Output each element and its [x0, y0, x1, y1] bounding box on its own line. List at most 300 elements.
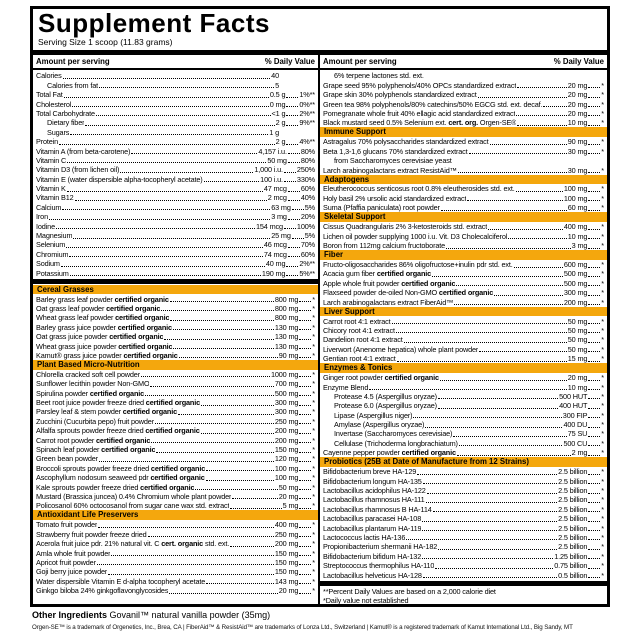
dot-leader [588, 521, 600, 522]
ingredient-name: Protease 4.5 (Aspergillus oryzae) [334, 391, 437, 401]
ingredient-amount: 5 [275, 80, 279, 90]
ingredient-row [36, 240, 315, 249]
dot-leader [299, 405, 311, 406]
ingredient-row [36, 259, 315, 268]
ingredient-name: Lactobacillus paracasei HA-108 [323, 514, 422, 524]
ingredient-row [323, 146, 604, 155]
ingredient-row [36, 567, 315, 576]
ingredient-daily-value: * [601, 288, 604, 298]
ingredient-daily-value: * [312, 341, 315, 351]
right-column-rows [320, 70, 607, 604]
ingredient-daily-value: * [601, 401, 604, 411]
daily-value-label: % Daily Value [264, 57, 315, 66]
ingredient-row [36, 193, 315, 202]
dot-leader [488, 229, 563, 230]
ingredient-name: Vitamin D3 (from lichen oil) [36, 165, 120, 175]
dot-leader [59, 144, 275, 145]
ingredient-name: Carrot root 4:1 extract [323, 316, 391, 326]
ingredient-daily-value: 100% [296, 221, 315, 231]
ingredient-name: Iodine [36, 221, 55, 231]
dot-leader [206, 583, 274, 584]
ingredient-daily-value: * [601, 354, 604, 364]
dot-leader [148, 536, 274, 537]
dot-leader [299, 442, 311, 443]
dot-leader [397, 361, 567, 362]
ingredient-amount: 100 mg [274, 463, 299, 473]
ingredient-amount: 2.5 billion [558, 514, 588, 524]
ingredient-name: Kamut® grass juice powder certified organic [36, 350, 178, 360]
ingredient-row [36, 370, 315, 379]
ingredient-amount: 800 mg [274, 294, 299, 304]
dot-leader [588, 153, 600, 154]
dot-leader [56, 228, 255, 229]
ingredient-row [323, 156, 604, 165]
ingredient-name: Streptococcus thermophilus HA-110 [323, 561, 435, 571]
ingredient-daily-value: * [312, 529, 315, 539]
dot-leader [70, 134, 268, 135]
ingredient-amount: 10 mg [567, 382, 588, 392]
ingredient-name: Liverwort (Anenome hepatica) whole plant powder [323, 344, 479, 354]
ingredient-row [36, 332, 315, 341]
dot-leader [588, 577, 600, 578]
divider-bar [33, 279, 318, 284]
ingredient-name: Bifidobacterium longum HA-135 [323, 476, 422, 486]
dot-leader [288, 256, 300, 257]
dot-leader [131, 153, 257, 154]
dot-leader [72, 106, 268, 107]
ingredient-name: Zucchini (Cucurbita pepo) fruit powder [36, 416, 154, 426]
dot-leader [588, 445, 600, 446]
dot-leader [508, 238, 567, 239]
ingredient-row [323, 297, 604, 306]
ingredient-daily-value: * [312, 576, 315, 586]
ingredient-name: Wheat grass leaf powder certified organic [36, 313, 170, 323]
ingredient-amount: 2.5 billion [558, 532, 588, 542]
dot-leader [588, 427, 600, 428]
ingredient-amount: 2.5 billion [558, 495, 588, 505]
ingredient-row [36, 416, 315, 425]
ingredient-amount: 200 mg [274, 435, 299, 445]
ingredient-name: Ginkgo biloba 24% ginkgoflavonglycosides [36, 586, 169, 596]
dot-leader [145, 395, 274, 396]
ingredient-row [323, 222, 604, 231]
ingredient-amount: 50 mg [567, 335, 588, 345]
ingredient-amount: 10 mg [567, 118, 588, 128]
ingredient-row [36, 379, 315, 388]
ingredient-amount: 75 SU [567, 429, 588, 439]
dot-leader [516, 191, 563, 192]
dot-leader [66, 247, 263, 248]
dot-leader [588, 276, 600, 277]
ingredient-daily-value: * [601, 429, 604, 439]
dot-leader [288, 162, 300, 163]
ingredient-amount: 143 mg [274, 576, 299, 586]
amount-per-serving-label: Amount per serving [36, 57, 110, 66]
ingredient-row [323, 269, 604, 278]
ingredient-row [36, 398, 315, 407]
ingredient-amount: 200 mg [274, 539, 299, 549]
dot-leader [588, 191, 600, 192]
dot-leader [438, 549, 557, 550]
ingredient-amount: 500 HUT [559, 391, 588, 401]
footnote: *Daily value not established [323, 595, 409, 604]
dot-leader [61, 266, 265, 267]
ingredient-row [323, 109, 604, 118]
ingredient-row [36, 539, 315, 548]
dot-leader [423, 577, 557, 578]
section-header: Fiber [320, 250, 607, 260]
ingredient-row [323, 467, 604, 476]
ingredient-row [36, 435, 315, 444]
ingredient-amount: 1000 mg [270, 369, 299, 379]
ingredient-amount: 150 mg [274, 557, 299, 567]
ingredient-amount: 20 mg [567, 373, 588, 383]
ingredient-amount: 400 DU [563, 420, 588, 430]
ingredient-row [323, 278, 604, 287]
ingredient-name: Strawberry fruit powder freeze dried [36, 529, 147, 539]
dot-leader [427, 493, 557, 494]
ingredient-name: Protease 6.0 (Aspergillus oryzae) [334, 401, 437, 411]
ingredient-amount: 0.75 billion [554, 561, 588, 571]
dot-leader [288, 200, 300, 201]
ingredient-daily-value: * [312, 369, 315, 379]
ingredient-daily-value: * [601, 542, 604, 552]
ingredient-name: Policosanol 60% octocosanol from sugar cane wax std. extract [36, 501, 230, 511]
ingredient-row [36, 445, 315, 454]
ingredient-amount: 0.5 g [269, 90, 286, 100]
right-column [320, 55, 607, 604]
ingredient-amount: 130 mg [274, 332, 299, 342]
dot-leader [588, 436, 600, 437]
dot-leader [195, 489, 277, 490]
ingredient-amount: 200 mg [563, 297, 588, 307]
dot-leader [299, 555, 311, 556]
dot-leader [299, 433, 311, 434]
ingredient-row [323, 288, 604, 297]
ingredient-name: Lactobacillus helveticus HA-128 [323, 570, 422, 580]
ingredient-row [36, 454, 315, 463]
ingredient-amount: 46 mcg [263, 240, 287, 250]
ingredient-row [323, 570, 604, 579]
dot-leader [201, 433, 274, 434]
ingredient-name: Sodium [36, 259, 60, 269]
ingredient-name: Wheat grass juice powder certified organic [36, 341, 173, 351]
dot-leader [286, 115, 298, 116]
dot-leader [299, 452, 311, 453]
ingredient-amount: 0 mg [269, 99, 286, 109]
ingredient-name: Amla whole fruit powder [36, 548, 111, 558]
ingredient-daily-value: * [601, 570, 604, 580]
dot-leader [288, 153, 300, 154]
section-header: Antioxidant Life Preservers [33, 510, 318, 520]
ingredient-row [323, 203, 604, 212]
ingredient-row [36, 313, 315, 322]
ingredient-amount: 74 mcg [263, 249, 287, 259]
ingredient-row [36, 576, 315, 585]
dot-leader [588, 248, 600, 249]
dot-leader [433, 511, 557, 512]
ingredient-amount: 20 mg [278, 586, 299, 596]
ingredient-row [36, 249, 315, 258]
dot-leader [108, 574, 274, 575]
ingredient-name: Lactobacillus rhamnosus HA-111 [323, 495, 425, 505]
ingredient-amount: 3 mg [271, 212, 287, 222]
ingredient-row [323, 438, 604, 447]
dot-leader [588, 304, 600, 305]
ingredient-name: Apricot fruit powder [36, 557, 96, 567]
ingredient-name: Calories from fat [47, 80, 98, 90]
dot-leader [588, 115, 600, 116]
dot-leader [423, 483, 557, 484]
ingredient-name: Chicory root 4:1 extract [323, 325, 395, 335]
dot-leader [170, 320, 273, 321]
dot-leader [369, 389, 567, 390]
ingredient-amount: 300 mg [274, 398, 299, 408]
dot-leader [99, 461, 274, 462]
ingredient-amount: 250 mg [274, 416, 299, 426]
dot-leader [299, 574, 311, 575]
ingredient-daily-value: * [312, 303, 315, 313]
dot-leader [111, 555, 273, 556]
ingredient-amount: 800 mg [274, 303, 299, 313]
ingredient-daily-value: * [601, 146, 604, 156]
ingredient-daily-value: 5% [304, 202, 315, 212]
dot-leader [588, 267, 600, 268]
ingredient-row [323, 344, 604, 353]
ingredient-daily-value: * [601, 373, 604, 383]
dot-leader [173, 348, 273, 349]
ingredient-name: Protein [36, 137, 59, 147]
dot-leader [69, 256, 262, 257]
dot-leader [588, 97, 600, 98]
ingredient-name: Iron [36, 212, 48, 222]
dot-leader [588, 351, 600, 352]
left-column-rows [33, 70, 318, 604]
ingredient-row [36, 146, 315, 155]
ingredient-daily-value: 80% [300, 146, 315, 156]
ingredient-amount: 130 mg [274, 322, 299, 332]
ingredient-name: Gentian root 4:1 extract [323, 354, 396, 364]
dot-leader [292, 209, 304, 210]
panel-title-area [33, 9, 607, 50]
dot-leader [425, 427, 562, 428]
dot-leader [588, 285, 600, 286]
ingredient-row [323, 523, 604, 532]
ingredient-row [323, 137, 604, 146]
section-header: Skeletal Support [320, 212, 607, 222]
ingredient-daily-value: * [601, 486, 604, 495]
supplement-facts-panel [30, 6, 610, 607]
dot-leader [206, 480, 274, 481]
ingredient-row [36, 156, 315, 165]
dot-leader [97, 564, 274, 565]
dot-leader [230, 546, 274, 547]
ingredient-amount: 1 g [269, 127, 279, 137]
ingredient-amount: 30 mg [567, 165, 588, 175]
ingredient-amount: 2 g [275, 137, 286, 147]
other-ingredients-text: Govanil™ natural vanilla powder (35mg) [109, 610, 271, 620]
ingredient-amount: 250 mg [274, 529, 299, 539]
dot-leader [479, 351, 567, 352]
ingredient-name: from Saccharomyces cerevisiae yeast [334, 156, 452, 166]
ingredient-row [36, 548, 315, 557]
trademark-line: Orgen-SE™ is a trademark of Orgenetics, Inc., Brea, CA | FiberAid™ & ResistAid™ are trademarks of Lonza Ltd., Switzerland | Kamut® is a registered trademark of Kamut International Ltd., Big Sandy, MT [32, 624, 573, 631]
dot-leader [422, 530, 557, 531]
dot-leader [588, 558, 600, 559]
dot-leader [206, 470, 274, 471]
ingredient-daily-value: * [312, 322, 315, 332]
ingredient-row [36, 529, 315, 538]
section-header: Enzymes & Tonics [320, 363, 607, 373]
ingredient-daily-value: 60% [300, 249, 315, 259]
dot-leader [588, 389, 600, 390]
ingredient-name: Spirulina powder certified organic [36, 388, 145, 398]
dot-leader [588, 530, 600, 531]
ingredient-amount: 2.5 billion [558, 467, 588, 477]
ingredient-name: Larch arabinogalactans extract FiberAid™ [323, 297, 454, 307]
ingredient-daily-value: * [312, 482, 315, 492]
dot-leader [588, 474, 600, 475]
ingredient-daily-value: 20% [300, 212, 315, 222]
ingredient-daily-value: * [601, 325, 604, 335]
ingredient-daily-value: * [601, 90, 604, 100]
ingredient-amount: 4,157 i.u. [258, 146, 287, 156]
dot-leader [456, 285, 562, 286]
ingredient-name: Oat grass juice powder certified organic [36, 332, 164, 342]
ingredient-daily-value: * [601, 438, 604, 448]
dot-leader [67, 191, 263, 192]
ingredient-daily-value: * [312, 426, 315, 436]
dot-leader [588, 502, 600, 503]
ingredient-row [36, 304, 315, 313]
ingredient-row [36, 520, 315, 529]
ingredient-amount: 3 mg [571, 241, 588, 251]
dot-leader [514, 267, 563, 268]
ingredient-amount: 50 mg [567, 316, 588, 326]
ingredient-row [36, 118, 315, 127]
dot-leader [286, 125, 298, 126]
section-header: Plant Based Micro-Nutrition [33, 360, 318, 370]
ingredient-name: Spinach leaf powder certified organic [36, 445, 156, 455]
dot-leader [588, 483, 600, 484]
ingredient-daily-value: * [312, 539, 315, 549]
ingredient-amount: 0.5 billion [558, 570, 588, 580]
ingredient-row [36, 294, 315, 303]
ingredient-name: Vitamin C [36, 155, 67, 165]
ingredient-name: Goji berry juice powder [36, 567, 108, 577]
dot-leader [299, 320, 311, 321]
ingredient-row [36, 426, 315, 435]
dot-leader [299, 470, 311, 471]
dot-leader [588, 229, 600, 230]
ingredient-amount: 50 mg [567, 344, 588, 354]
dot-leader [588, 144, 600, 145]
ingredient-daily-value: * [601, 532, 604, 542]
ingredient-row [323, 184, 604, 193]
ingredient-daily-value: * [601, 335, 604, 345]
ingredient-daily-value: 250% [296, 165, 315, 175]
section-header: Cereal Grasses [33, 285, 318, 295]
amount-per-serving-label: Amount per serving [323, 57, 397, 66]
ingredient-row [323, 410, 604, 419]
ingredient-name: Chlorella cracked soft cell powder [36, 369, 140, 379]
ingredient-daily-value: * [312, 548, 315, 558]
ingredient-amount: 600 mg [563, 260, 588, 270]
dot-leader [413, 417, 561, 418]
ingredient-row [323, 165, 604, 174]
dot-leader [396, 332, 567, 333]
dot-leader [85, 125, 274, 126]
ingredient-row [36, 482, 315, 491]
ingredient-name: Calories [36, 71, 62, 81]
ingredient-amount: 20 mg [567, 108, 588, 118]
ingredient-amount: 2.5 billion [558, 476, 588, 486]
ingredient-daily-value: * [312, 435, 315, 445]
dot-leader [286, 144, 298, 145]
dot-leader [62, 209, 270, 210]
dot-leader [392, 323, 567, 324]
ingredient-amount: 20 mg [567, 90, 588, 100]
ingredient-row [323, 354, 604, 363]
ingredient-row [323, 335, 604, 344]
dot-leader [588, 549, 600, 550]
ingredient-name: Vitamin B12 [36, 193, 74, 203]
ingredient-daily-value: 70% [300, 240, 315, 250]
ingredient-daily-value: * [312, 313, 315, 323]
serving-size: Serving Size 1 scoop (11.83 grams) [38, 37, 173, 47]
ingredient-daily-value: 2%** [299, 108, 315, 118]
dot-leader [588, 332, 600, 333]
ingredient-row [323, 401, 604, 410]
dot-leader [441, 210, 567, 211]
ingredient-row [323, 504, 604, 513]
ingredient-name: Lactobacillus plantarum HA-119 [323, 523, 422, 533]
ingredient-daily-value: 5% [304, 231, 315, 241]
ingredient-name: Ascophyllum nodosum seaweed pdr certified organic [36, 473, 205, 483]
dot-leader [288, 219, 300, 220]
dot-leader [201, 405, 274, 406]
ingredient-amount: 60 mg [567, 203, 588, 213]
ingredient-daily-value: * [601, 391, 604, 401]
dot-leader [232, 498, 277, 499]
ingredient-name: Dandelion root 4:1 extract [323, 335, 403, 345]
dot-leader [155, 423, 274, 424]
ingredient-row [323, 71, 604, 80]
ingredient-amount: 800 mg [274, 313, 299, 323]
dot-leader [64, 97, 269, 98]
ingredient-amount: 300 mg [563, 288, 588, 298]
ingredient-daily-value: * [312, 398, 315, 408]
ingredient-amount: <1 g [271, 108, 286, 118]
ingredient-daily-value: 5%** [299, 268, 315, 278]
dot-leader [286, 266, 298, 267]
dot-leader [288, 247, 300, 248]
daily-value-label: % Daily Value [553, 57, 604, 66]
ingredient-row [323, 514, 604, 523]
dot-leader [438, 398, 558, 399]
ingredient-row [323, 326, 604, 335]
ingredient-row [36, 501, 315, 510]
ingredient-amount: 2 mg [571, 448, 588, 458]
ingredient-name: Cissus Quadrangularis 2% 3-ketosteroids std. extract [323, 222, 488, 232]
ingredient-row [36, 174, 315, 183]
ingredient-amount: 50 mg [267, 155, 287, 165]
ingredient-amount: 100 i.u. [260, 174, 283, 184]
ingredient-name: Lipase (Aspergillus niger) [334, 410, 413, 420]
ingredient-name: Acerola fruit juice pdr. 21% natural vit. C cert. organic std. ext. [36, 539, 230, 549]
dot-leader [588, 455, 600, 456]
ingredient-daily-value: * [601, 203, 604, 213]
